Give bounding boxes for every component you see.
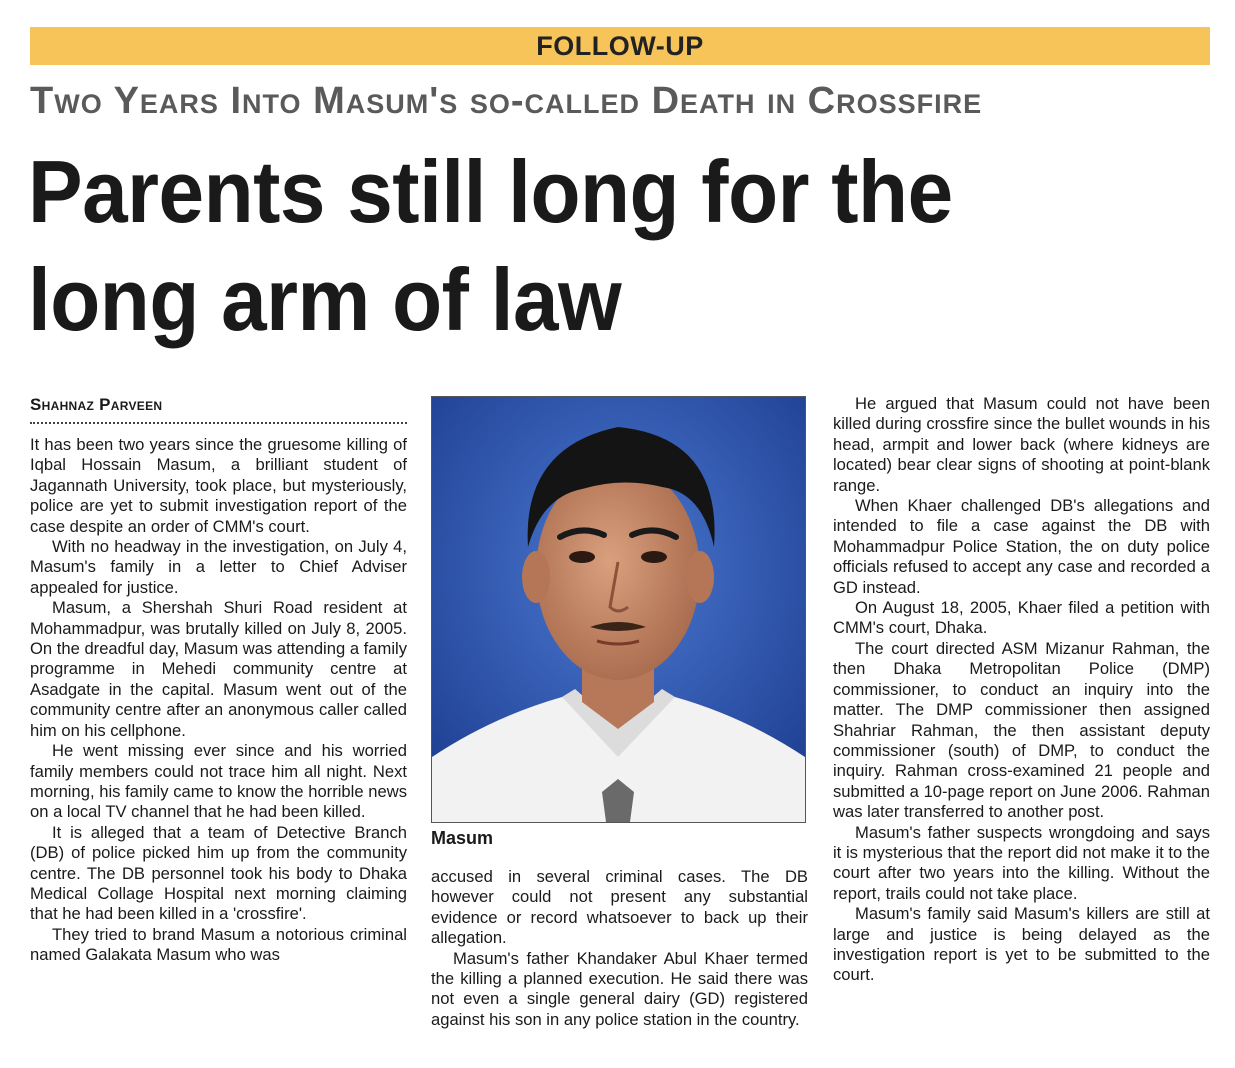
paragraph: He went missing ever since and his worried family members could not trace him all night. Next morning, his family came to know the horrible news on a local TV channel that he had been killed. — [30, 741, 407, 822]
portrait-photo — [431, 396, 806, 823]
headline — [28, 138, 1135, 354]
photo-caption: Masum — [431, 828, 494, 848]
paragraph: The court directed ASM Mizanur Rahman, the then Dhaka Metropolitan Police (DMP) commissioner, to conduct an inquiry into the matter. The DMP commissioner then assigned Shahriar Rahman, the then assistant deputy commissioner (south) of DMP, to conduct the inquiry. Rahman cross-examined 21 people and submitted a 10-page report on June 2006. Rahman was later transferred to another post. — [833, 638, 1210, 822]
paragraph: On August 18, 2005, Khaer filed a petition with CMM's court, Dhaka. — [833, 598, 1210, 638]
paragraph: With no headway in the investigation, on July 4, Masum's family in a letter to Chief Adviser appealed for justice. — [30, 537, 407, 597]
paragraph: It is alleged that a team of Detective Branch (DB) of police picked him up from the community centre. The DB personnel took his body to Dhaka Medical Collage Hospital next morning claiming that he had been killed in a 'crossfire'. — [30, 822, 407, 924]
article-column-2 — [431, 867, 808, 1030]
paragraph: Masum's father suspects wrongdoing and says it is mysterious that the report did not make it to the court after two years into the killing. Without the report, trails could not take place. — [833, 822, 1210, 903]
headline-line-2: long arm of law — [28, 250, 622, 349]
section-kicker: FOLLOW-UP — [536, 31, 704, 61]
section-kicker-bar — [30, 27, 1210, 65]
byline: Shahnaz Parveen — [30, 395, 163, 414]
paragraph: They tried to brand Masum a notorious criminal named Galakata Masum who was — [30, 924, 407, 965]
paragraph: He argued that Masum could not have been killed during crossfire since the bullet wounds in his head, armpit and lower back (where kidneys are located) bear clear signs of shooting at point-blank range. — [833, 394, 1210, 495]
paragraph: It has been two years since the gruesome killing of Iqbal Hossain Masum, a brilliant student of Jagannath University, took place, but mysteriously, police are yet to submit investigation report of the case despite an order of CMM's court. — [30, 435, 407, 536]
portrait-illustration — [432, 397, 805, 822]
article-column-3 — [833, 394, 1210, 986]
paragraph: When Khaer challenged DB's allegations and intended to file a case against the DB with Mohammadpur Police Station, the on duty police officials refused to accept any case and recorded a GD instead. — [833, 496, 1210, 597]
paragraph: Masum's family said Masum's killers are still at large and justice is being delayed as the investigation report is yet to be submitted to the court. — [833, 904, 1210, 985]
paragraph: Masum, a Shershah Shuri Road resident at Mohammadpur, was brutally killed on July 8, 2005. On the dreadful day, Masum was attending a family programme in Mehedi community centre at Asadgate in the capital. Masum went out of the community centre after an anonymous caller called him on his cellphone. — [30, 598, 407, 740]
subheadline: Two Years Into Masum's so-called Death in Crossfire — [30, 80, 983, 122]
byline-divider — [30, 422, 407, 424]
paragraph: Masum's father Khandaker Abul Khaer termed the killing a planned execution. He said there was not even a single general dairy (GD) registered against his son in any police station in the country. — [431, 948, 808, 1029]
article-column-1 — [30, 435, 407, 966]
headline-line-1: Parents still long for the — [28, 142, 953, 241]
paragraph: accused in several criminal cases. The DB however could not present any substantial evidence or record whatsoever to back up their allegation. — [431, 867, 808, 948]
